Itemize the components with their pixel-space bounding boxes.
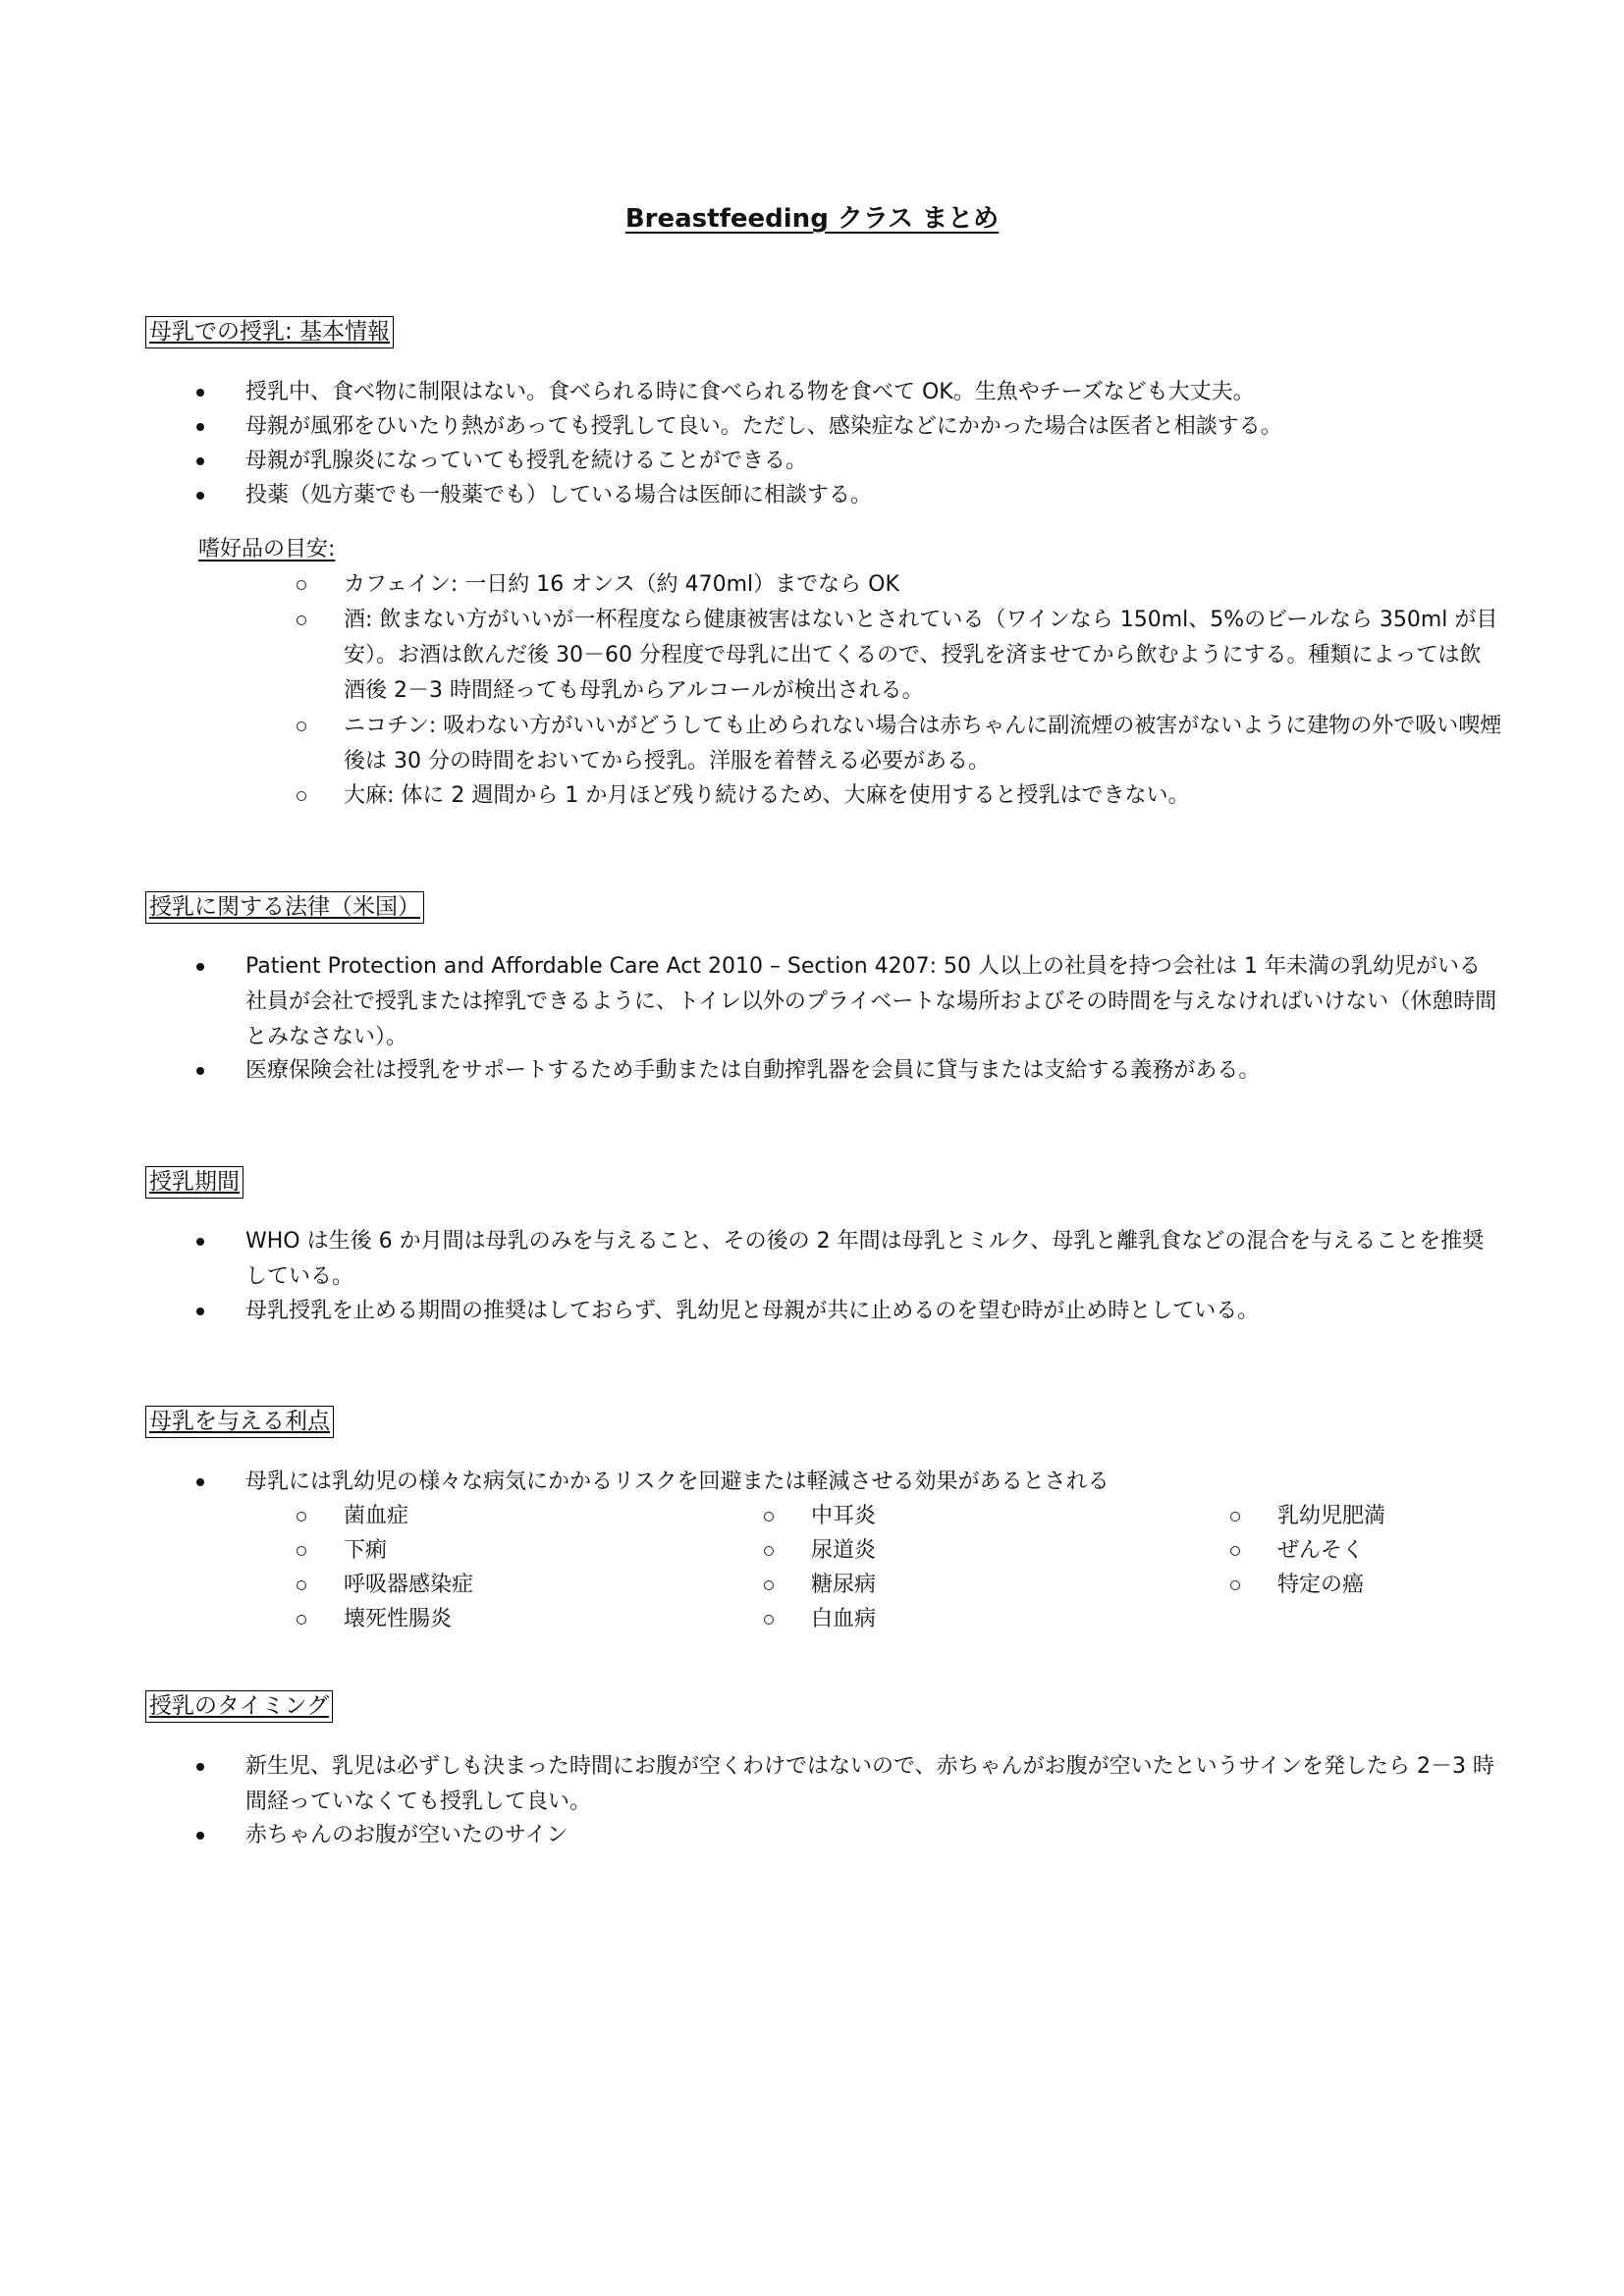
list-item: WHO は生後 6 か月間は母乳のみを与えること、その後の 2 年間は母乳とミルク、母乳と離乳食などの混合を与えることを推奨している。 xyxy=(196,1224,1502,1295)
circle-bullet-icon xyxy=(297,1546,306,1556)
section-heading-basic-info: 母乳での授乳: 基本情報 xyxy=(145,316,394,348)
bullet-icon xyxy=(196,1308,204,1315)
list-item: 赤ちゃんのお腹が空いたのサイン xyxy=(196,1818,1502,1853)
condition-item: 呼吸器感染症 xyxy=(297,1568,689,1603)
list-item: Patient Protection and Affordable Care Act 2010 – Section 4207: 50 人以上の社員を持つ会社は 1 年未満の乳幼児がいる社員が会社で授乳または搾乳できるように、トイレ以外のプライベートな場所およびその時間を与えなければいけない（休憩時間とみなさない）。 xyxy=(196,949,1502,1055)
sub-list-item: 大麻: 体に 2 週間から 1 か月ほど残り続けるため、大麻を使用すると授乳はできない。 xyxy=(297,778,1502,814)
circle-bullet-icon xyxy=(297,1580,306,1590)
bullet-icon xyxy=(196,423,204,431)
list-item: 母乳授乳を止める期間の推奨はしておらず、乳幼児と母親が共に止めるのを望む時が止め時としている。 xyxy=(196,1294,1502,1329)
circle-bullet-icon xyxy=(764,1580,774,1590)
condition-item: 白血病 xyxy=(764,1602,1157,1637)
condition-item: 壊死性腸炎 xyxy=(297,1602,689,1637)
condition-item: ぜんそく xyxy=(1230,1533,1525,1569)
circle-bullet-icon xyxy=(297,791,306,801)
condition-item: 尿道炎 xyxy=(764,1533,1157,1569)
bullet-icon xyxy=(196,1238,204,1246)
condition-item: 菌血症 xyxy=(297,1499,689,1534)
condition-item: 中耳炎 xyxy=(764,1499,1157,1534)
circle-bullet-icon xyxy=(764,1512,774,1522)
sub-list-item: 酒: 飲まない方がいいが一杯程度なら健康被害はないとされている（ワインなら 150ml、5%のビールなら 350ml が目安）。お酒は飲んだ後 30－60 分程度で母乳に出てくるので、授乳を済ませてから飲むようにする。種類によっては飲酒後 2－3 時間経っても母乳からアルコールが検出される。 xyxy=(297,603,1502,709)
list-item: 医療保険会社は授乳をサポートするため手動または自動搾乳器を会員に貸与または支給する義務がある。 xyxy=(196,1053,1502,1089)
sub-list-item: ニコチン: 吸わない方がいいがどうしても止められない場合は赤ちゃんに副流煙の被害がないように建物の外で吸い喫煙後は 30 分の時間をおいてから授乳。洋服を着替える必要がある。 xyxy=(297,709,1502,779)
circle-bullet-icon xyxy=(764,1546,774,1556)
circle-bullet-icon xyxy=(297,721,306,731)
list-item: 授乳中、食べ物に制限はない。食べられる時に食べられる物を食べて OK。生魚やチーズなども大丈夫。 xyxy=(196,375,1502,410)
circle-bullet-icon xyxy=(1230,1580,1240,1590)
list-item: 投薬（処方薬でも一般薬でも）している場合は医師に相談する。 xyxy=(196,478,1502,513)
list-item: 母乳には乳幼児の様々な病気にかかるリスクを回避または軽減させる効果があるとされる xyxy=(196,1465,1502,1500)
bullet-icon xyxy=(196,1478,204,1486)
section-heading-timing: 授乳のタイミング xyxy=(145,1690,333,1723)
circle-bullet-icon xyxy=(1230,1546,1240,1556)
condition-item: 糖尿病 xyxy=(764,1568,1157,1603)
list-item: 母親が乳腺炎になっていても授乳を続けることができる。 xyxy=(196,444,1502,479)
circle-bullet-icon xyxy=(297,580,306,590)
condition-item: 特定の癌 xyxy=(1230,1568,1525,1603)
circle-bullet-icon xyxy=(297,1615,306,1625)
bullet-icon xyxy=(196,492,204,500)
condition-item: 下痢 xyxy=(297,1533,689,1569)
bullet-icon xyxy=(196,1832,204,1840)
sub-list-item: カフェイン: 一日約 16 オンス（約 470ml）までなら OK xyxy=(297,567,1502,603)
bullet-icon xyxy=(196,1067,204,1075)
page-title: Breastfeeding クラス まとめ xyxy=(624,204,1000,234)
bullet-icon xyxy=(196,963,204,971)
section-heading-benefits: 母乳を与える利点 xyxy=(145,1406,334,1438)
bullet-icon xyxy=(196,1763,204,1771)
list-item: 母親が風邪をひいたり熱があっても授乳して良い。ただし、感染症などにかかった場合は医者と相談する。 xyxy=(196,409,1502,445)
circle-bullet-icon xyxy=(297,615,306,625)
section-heading-duration: 授乳期間 xyxy=(145,1166,244,1199)
subheading-preferences: 嗜好品の目安: xyxy=(198,537,336,561)
bullet-icon xyxy=(196,457,204,465)
circle-bullet-icon xyxy=(1230,1512,1240,1522)
section-heading-law: 授乳に関する法律（米国） xyxy=(145,891,424,924)
circle-bullet-icon xyxy=(764,1615,774,1625)
circle-bullet-icon xyxy=(297,1512,306,1522)
list-item: 新生児、乳児は必ずしも決まった時間にお腹が空くわけではないので、赤ちゃんがお腹が空いたというサインを発したら 2－3 時間経っていなくても授乳して良い。 xyxy=(196,1749,1502,1820)
condition-item: 乳幼児肥満 xyxy=(1230,1499,1525,1534)
bullet-icon xyxy=(196,389,204,397)
